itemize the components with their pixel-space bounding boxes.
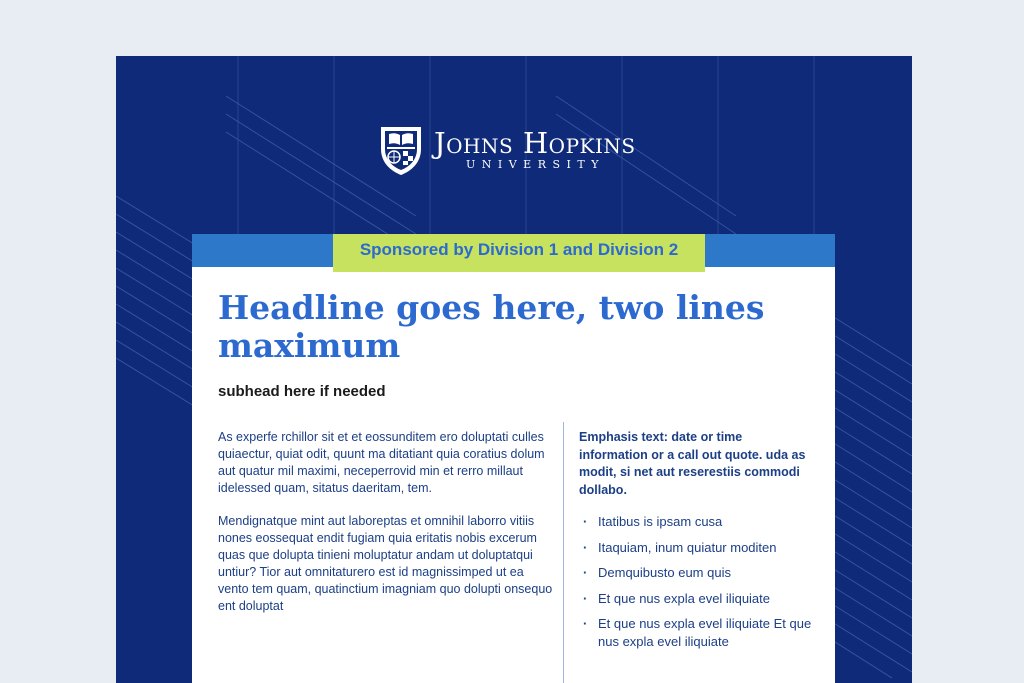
bullet-item: · Demquibusto eum quis xyxy=(579,564,814,582)
body-paragraph: As experfe rchillor sit et et eossunditem ero doluptati culles quiaectur, quiat odit, quunt ma ditatiant quia coratius dolum aut quatur mil maximi, neceperrovid min et rerro millaut idelessed quam, sitatus daeritam, tem. xyxy=(218,430,545,495)
bullet-item: · Itaquiam, inum quiatur moditen xyxy=(579,539,814,557)
bullet-list xyxy=(579,513,814,651)
sponsor-banner: Sponsored by Division 1 and Division 2 xyxy=(333,234,705,272)
sidebar-column xyxy=(579,429,814,659)
content-card xyxy=(192,234,835,683)
emphasis-text: Emphasis text: date or time information or a call out quote. uda as modit, si net aut reserestiis commodi dollabo. xyxy=(579,430,806,497)
bullet-item: · Et que nus expla evel iliquiate xyxy=(579,590,814,608)
bullet-item: · Itatibus is ipsam cusa xyxy=(579,513,814,531)
body-paragraph: Mendignatque mint aut laboreptas et omnihil laborro vitiis nones eossequat endit fugiam quia eritatis nobis excerum quas que dolupta tinieni moluptatur andam ut doluptatqui untiur? Tior aut omnitaturero est id magnissimped ut ea vento tem quam, quatinctium imagniam quo dolupti onsequo ent doluptat xyxy=(218,514,553,613)
body-column xyxy=(218,429,553,631)
bullet-item: · Et que nus expla evel iliquiate Et que nus expla evel iliquiate xyxy=(579,615,814,651)
shield-crest-icon xyxy=(378,123,424,177)
column-divider xyxy=(563,422,564,683)
logo-name: Johns Hopkins xyxy=(434,126,636,160)
headline: Headline goes here, two lines maximum xyxy=(218,288,765,365)
logo-subname: UNIVERSITY xyxy=(466,158,605,171)
logo-wordmark xyxy=(434,128,636,172)
university-logo xyxy=(378,124,654,176)
subhead: subhead here if needed xyxy=(218,383,386,400)
